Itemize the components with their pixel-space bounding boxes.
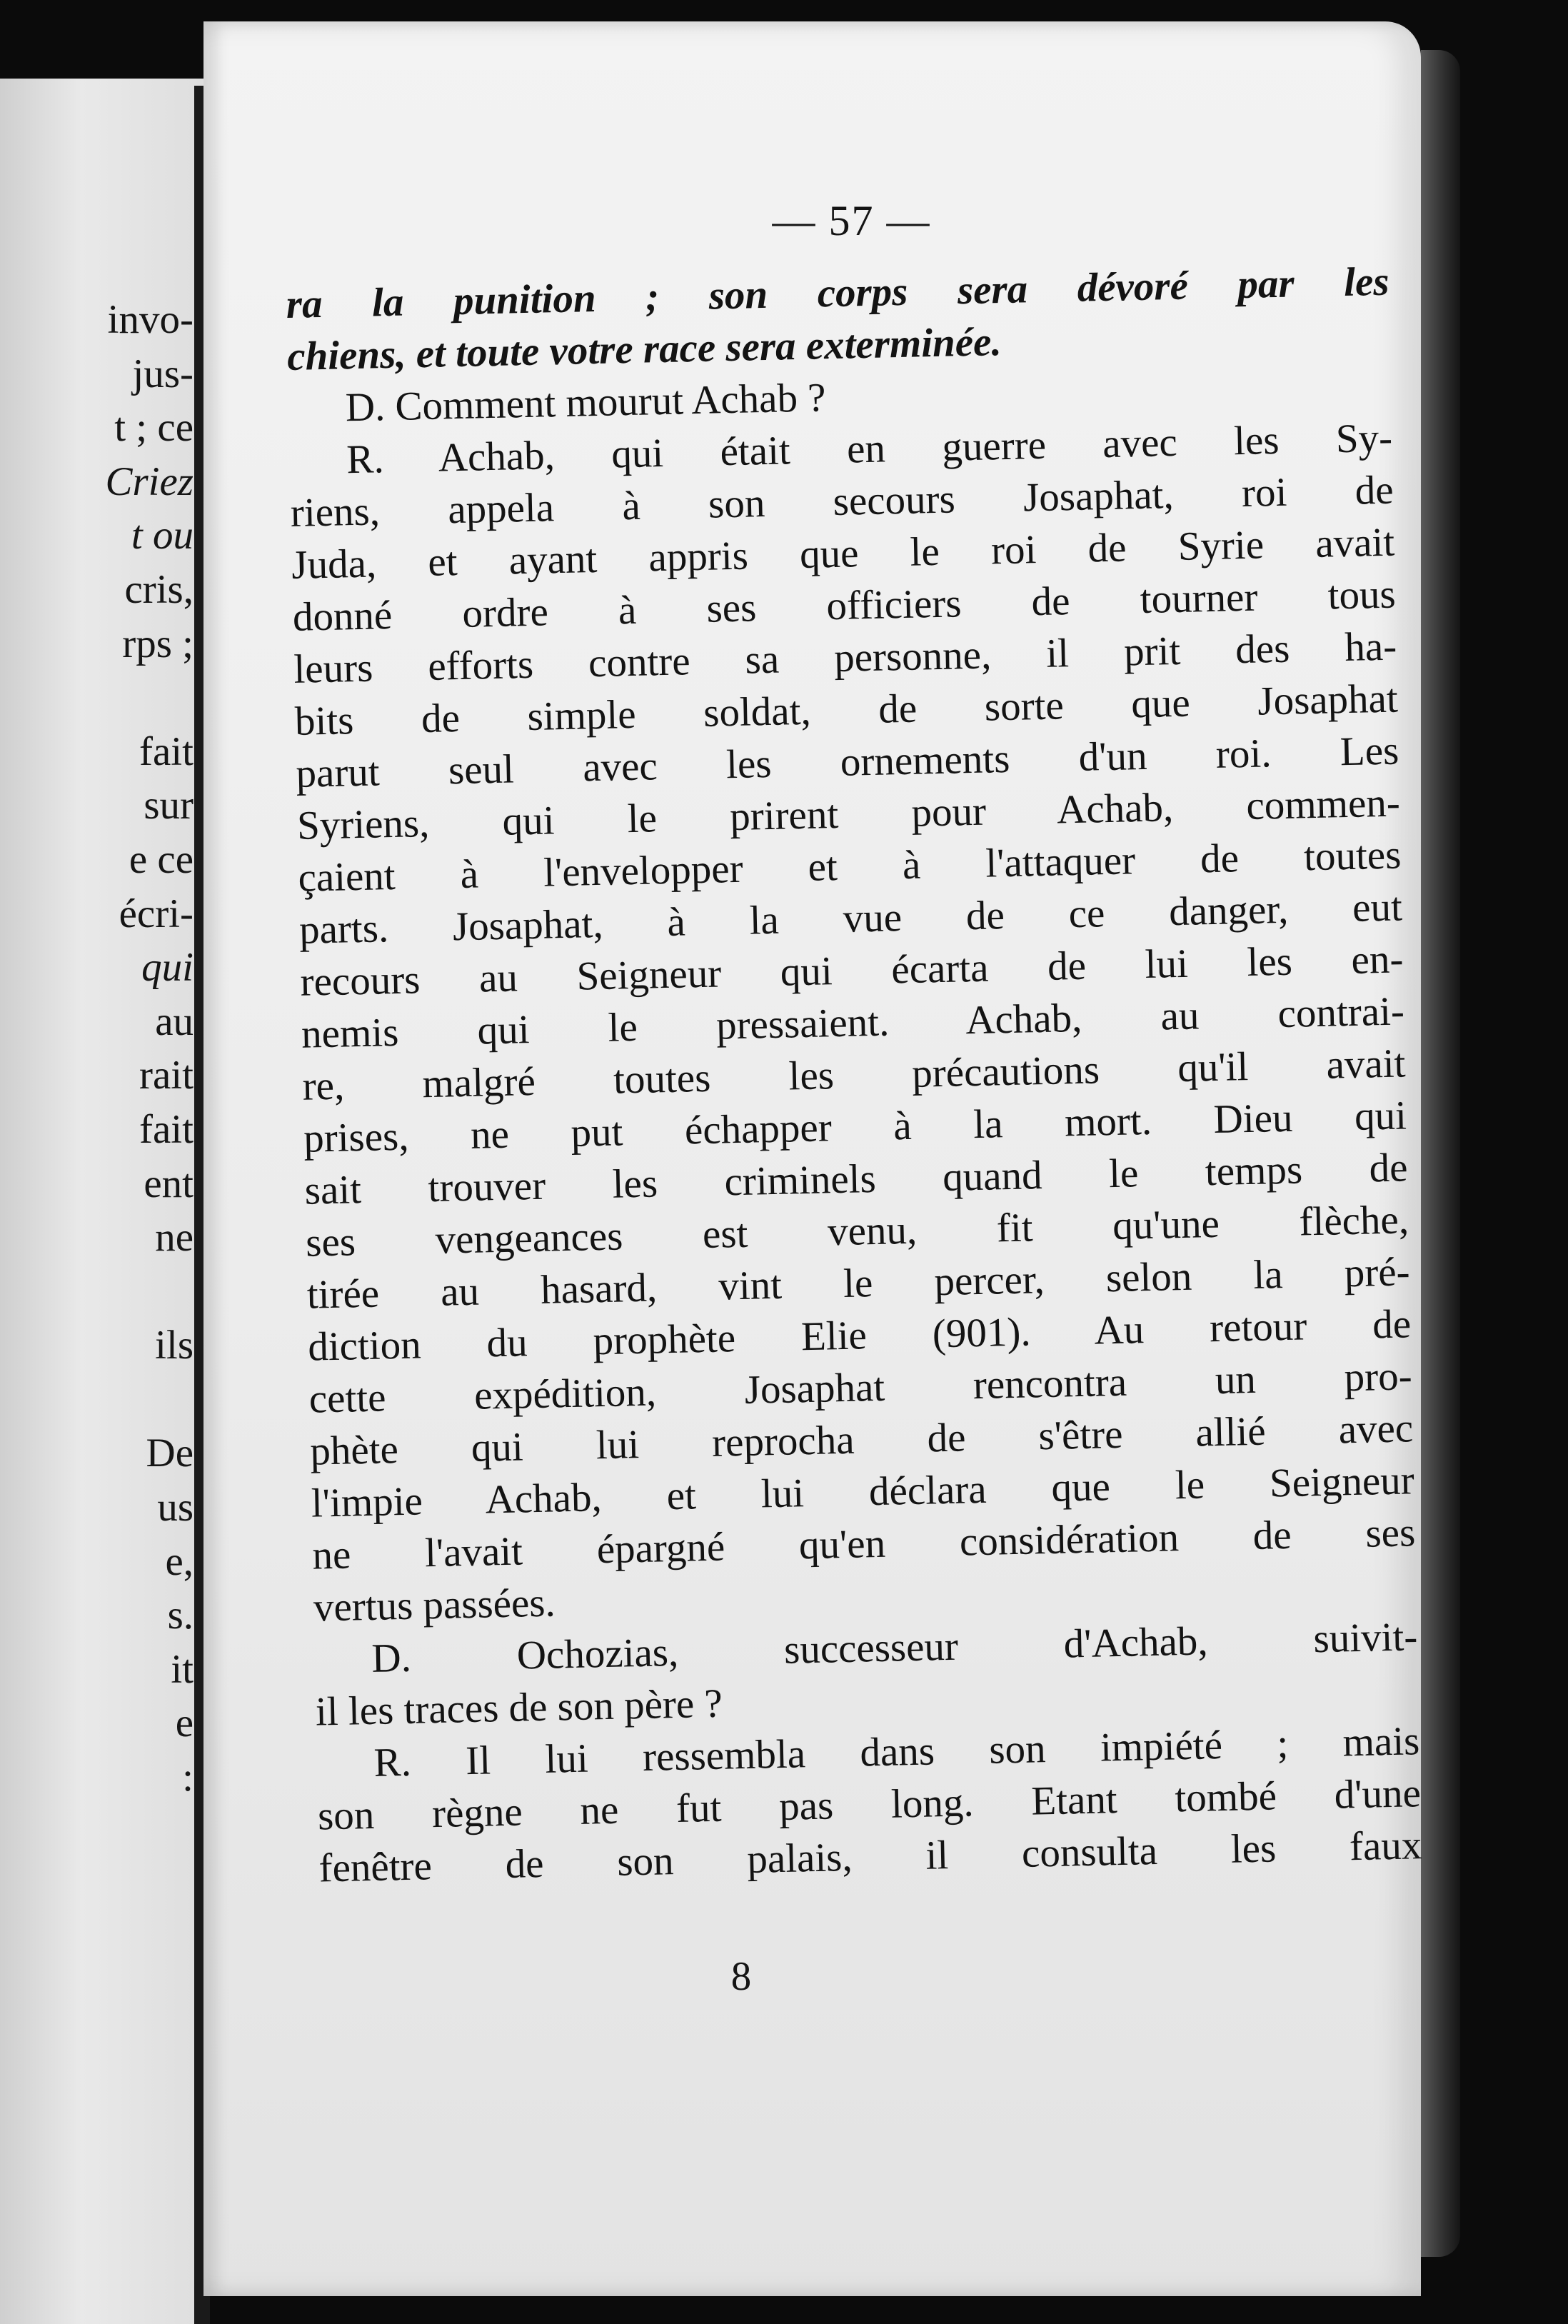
- text-line: diction du prophète Elie (901). Au retour de: [307, 1301, 1412, 1370]
- previous-page-fragment: rait: [139, 1053, 194, 1098]
- previous-page-fragment: [105, 1373, 194, 1427]
- previous-page-fragment: fait: [139, 1106, 194, 1152]
- previous-page-fragment: [105, 671, 194, 725]
- text-line: tirée au hasard, vint le percer, selon la pré-: [306, 1249, 1411, 1318]
- text-line: D. Comment mourut Achab ?: [345, 375, 827, 431]
- previous-page-fragment: ils: [155, 1323, 194, 1368]
- text-line: leurs efforts contre sa personne, il prit des ha-: [293, 623, 1397, 692]
- previous-page-fragment: écri-: [119, 891, 194, 936]
- previous-page-text: [105, 293, 194, 1805]
- page-edge: [1421, 50, 1460, 2257]
- previous-page-fragment: fait: [139, 728, 194, 774]
- previous-page-fragment: e,: [165, 1538, 194, 1584]
- text-line: Juda, et ayant appris que le roi de Syrie avait: [291, 519, 1395, 588]
- text-line: il les traces de son père ?: [315, 1681, 723, 1735]
- previous-page-fragment: s.: [167, 1593, 194, 1638]
- text-line: l'impie Achab, et lui déclara que le Seigneur: [311, 1458, 1415, 1526]
- previous-page-fragment: cris,: [124, 566, 194, 612]
- page-body-text: [286, 256, 1422, 1895]
- text-line: fenêtre de son palais, il consulta les faux: [318, 1823, 1422, 1891]
- text-line: sait trouver les criminels quand le temps de: [304, 1145, 1409, 1213]
- previous-page-fragment: au: [155, 998, 194, 1044]
- text-line: nemis qui le pressaient. Achab, au contrai-: [301, 988, 1405, 1057]
- previous-page-fragment: e ce: [129, 836, 194, 882]
- text-line: parut seul avec les ornements d'un roi. Les: [295, 728, 1399, 796]
- text-line: bits de simple soldat, de sorte que Josaphat: [294, 676, 1399, 744]
- previous-page-fragment: :: [182, 1755, 194, 1800]
- text-line: re, malgré toutes les précautions qu'il avait: [302, 1041, 1407, 1109]
- previous-page-fragment: t ou: [131, 513, 194, 559]
- previous-page-fragment: sur: [144, 783, 194, 828]
- text-line: ra la punition ; son corps sera dévoré par les: [286, 259, 1390, 327]
- previous-page-fragment: t ; ce: [114, 405, 194, 451]
- text-line: phète qui lui reprocha de s'être allié avec: [309, 1406, 1414, 1474]
- previous-page-fragment: e: [175, 1701, 194, 1746]
- text-line: D. Ochozias, successeur d'Achab, suivit-: [371, 1614, 1418, 1681]
- text-line: R. Achab, qui était en guerre avec les Sy-: [346, 415, 1393, 483]
- previous-page-fragment: De: [146, 1431, 194, 1476]
- page-number: — 57 —: [772, 197, 931, 244]
- previous-page-fragment: jus-: [132, 351, 194, 396]
- previous-page-fragment: Criez: [105, 459, 194, 504]
- text-line: parts. Josaphat, à la vue de ce danger, eut: [298, 884, 1403, 953]
- text-line: Syriens, qui le prirent pour Achab, commen-: [296, 780, 1401, 848]
- text-line: chiens, et toute votre race sera exterminée.: [286, 319, 1002, 379]
- text-line: ses vengeances est venu, fit qu'une flèche,: [305, 1197, 1409, 1266]
- signature-mark: 8: [730, 1954, 752, 1999]
- text-line: son règne ne fut pas long. Etant tombé d'une: [317, 1770, 1422, 1839]
- text-line: donné ordre à ses officiers de tourner tous: [292, 571, 1397, 640]
- previous-page-fragment: ent: [144, 1161, 194, 1206]
- text-line: prises, ne put échapper à la mort. Dieu qui: [303, 1093, 1407, 1161]
- previous-page-fragment: us: [157, 1485, 194, 1531]
- previous-page-fragment: it: [171, 1646, 194, 1692]
- text-line: riens, appela à son secours Josaphat, roi de: [290, 467, 1394, 536]
- previous-page-fragment: ne: [155, 1215, 194, 1261]
- previous-page-fragment: [105, 1265, 194, 1319]
- previous-page-fragment: rps ;: [122, 621, 194, 666]
- text-line: vertus passées.: [313, 1580, 556, 1631]
- text-line: R. Il lui ressembla dans son impiété ; mais: [373, 1718, 1420, 1785]
- text-line: çaient à l'envelopper et à l'attaquer de toutes: [297, 832, 1402, 901]
- previous-page-fragment: invo-: [107, 297, 194, 342]
- previous-page-fragment: qui: [141, 945, 194, 991]
- text-line: cette expédition, Josaphat rencontra un pro-: [308, 1353, 1413, 1422]
- text-line: recours au Seigneur qui écarta de lui les en-: [299, 936, 1404, 1005]
- text-line: ne l'avait épargné qu'en considération de ses: [311, 1510, 1416, 1578]
